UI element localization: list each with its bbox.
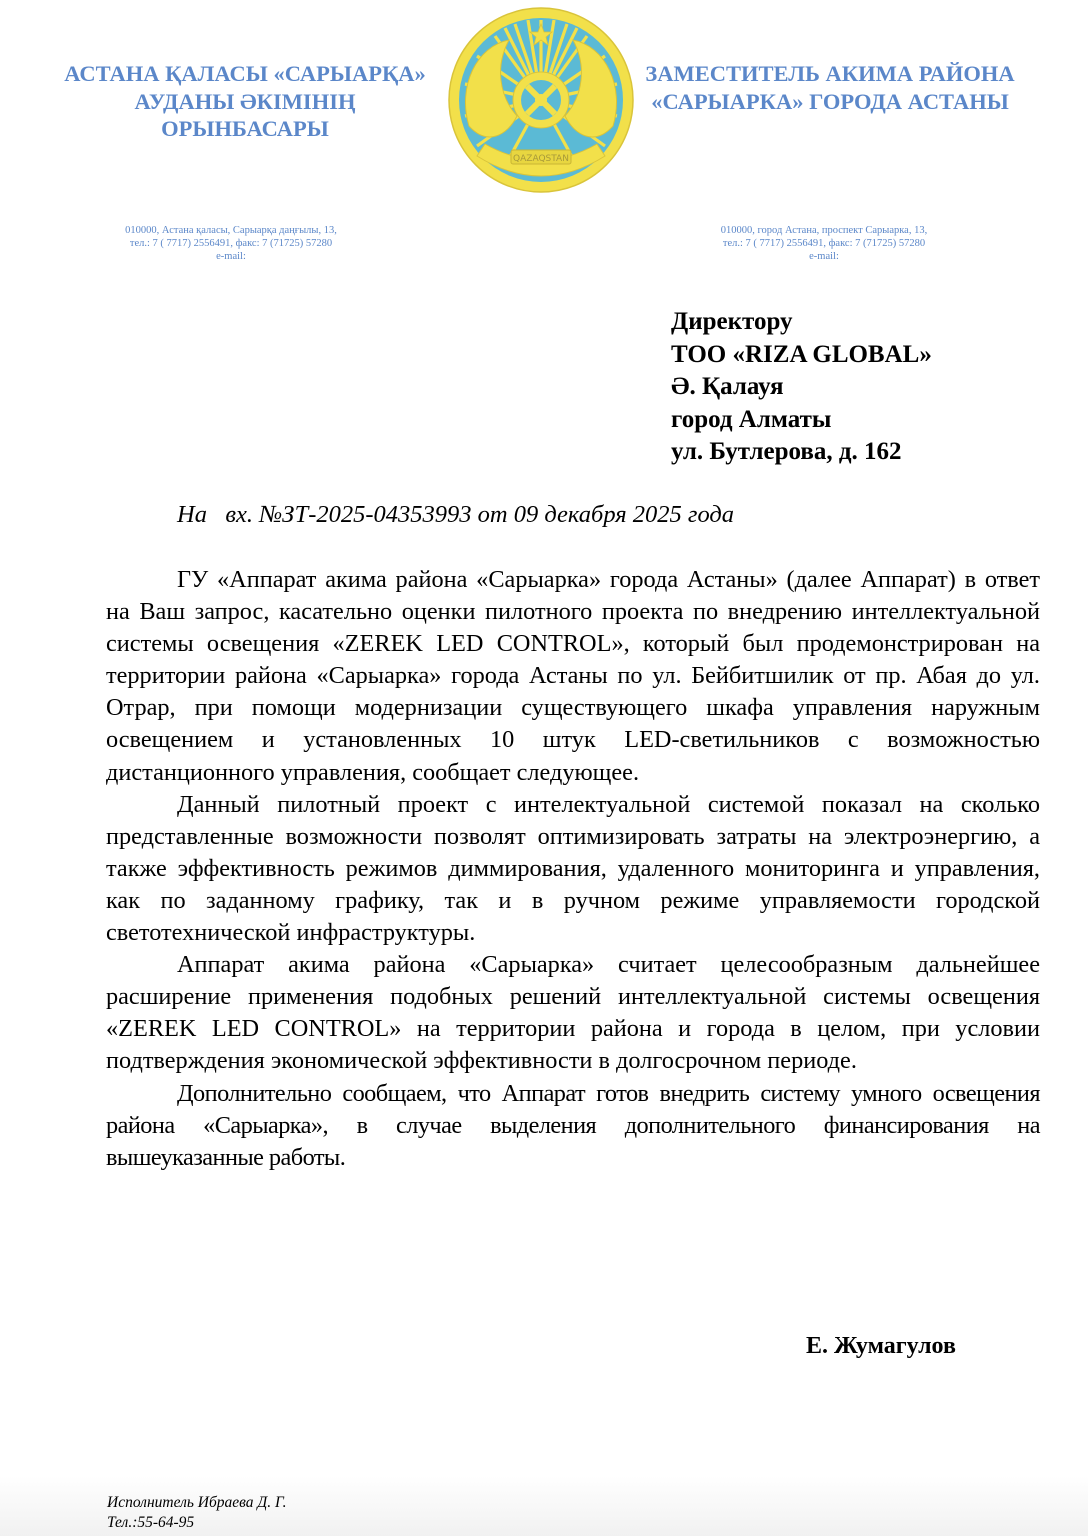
header-right-line: «САРЫАРКА» ГОРОДА АСТАНЫ [651,88,1009,114]
address-line: тел.: 7 ( 7717) 2556491, факс: 7 (71725) 57280 [722,238,926,249]
body-paragraph: Аппарат акима района «Сарыарка» считает целесообразным дальнейшее расширение применения подобных решений интеллектуальной системы освещения «ZEREK LED CONTROL» на территории района и города в целом, при условии подтверждения экономической эффективности в долгосрочном периоде. [106,951,1040,1075]
address-line: e-mail: [809,251,839,262]
address-line: тел.: 7 ( 7717) 2556491, факс: 7 (71725) 57280 [129,238,333,249]
addressee-line: ул. Бутлерова, д. 162 [671,438,902,465]
executor-name: Исполнитель Ибраева Д. Г. [107,1494,287,1511]
header-left-line: АСТАНА ҚАЛАСЫ «САРЫАРҚА» [64,61,426,86]
header-right-address [690,224,958,263]
address-line: 010000, Астана қаласы, Сарыарқа даңғылы, 13, [125,225,337,236]
header-left-address [100,224,362,263]
addressee-line: город Алматы [671,405,832,433]
body-paragraph: ГУ «Аппарат акима района «Сарыарка» города Астаны» (далее Аппарат) в ответ на Ваш запрос, касательно оценки пилотного проекта по внедрению интеллектуальной системы освещения «ZEREK LED CONTROL», который был продемонстрирован на территории района «Сарыарка» города Астаны по ул. Бейбитшилик от пр. Абая до ул. Отрар, при помощи модернизации существующего шкафа управления наружным освещением и установленных 10 штук LED-светильников с возможностью дистанционного управления, сообщает следующее. [106,566,1040,786]
header-left-line: АУДАНЫ ӘКІМІНІҢ [134,88,356,114]
address-line: 010000, город Астана, проспект Сарыарка, 13, [720,225,928,236]
letter-body [106,564,1040,1174]
executor-block [107,1493,287,1533]
emblem-text: QAZAQSTAN [513,154,569,164]
executor-phone: Тел.:55-64-95 [107,1514,195,1531]
address-line: e-mail: [216,251,246,262]
addressee-block [671,306,932,469]
addressee-line: Директору [671,308,793,335]
header-left-line: ОРЫНБАСАРЫ [161,116,329,141]
reference-line: На вх. №ЗТ-2025-04353993 от 09 декабря 2025 года [177,501,735,528]
emblem-icon [447,6,635,194]
header-left-title [40,60,450,143]
kazakhstan-emblem [447,6,635,194]
header-right-line: ЗАМЕСТИТЕЛЬ АКИМА РАЙОНА [645,61,1015,86]
addressee-line: ТОО «RIZA GLOBAL» [671,340,932,368]
header-right-title [624,60,1036,115]
body-paragraph: Дополнительно сообщаем, что Аппарат готов внедрить систему умного освещения района «Сарыарка», в случае выделения дополнительного финансирования на вышеуказанные работы. [106,1079,1040,1171]
body-paragraph: Данный пилотный проект с интелектуальной системой показал на сколько представленные возможности позволят оптимизировать затраты на электроэнергию, а также эффективность режимов диммирования, удаленного мониторинга и управления, как по заданному графику, так и в ручном режиме управляемости городской светотехнической инфраструктуры. [106,790,1040,947]
addressee-line: Ә. Қалауя [671,373,784,400]
signer-name: Е. Жумагулов [806,1333,956,1359]
